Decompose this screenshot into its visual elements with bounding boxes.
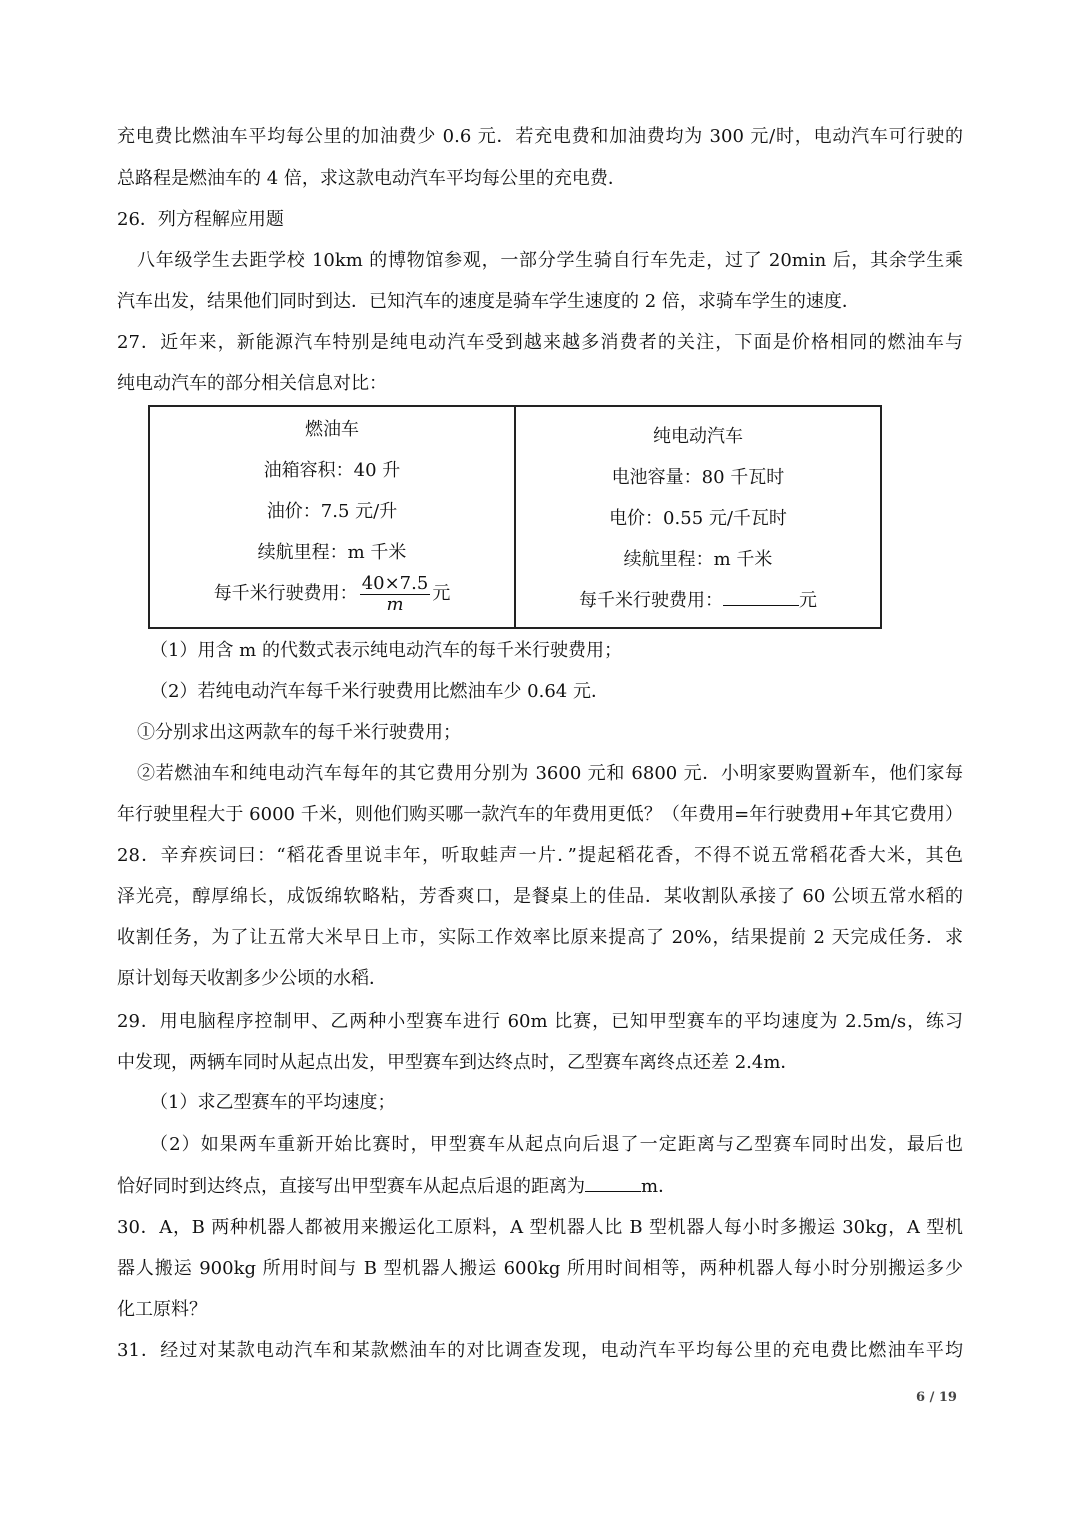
answer-blank xyxy=(585,1175,641,1192)
text-line: （2）若纯电动汽车每千米行驶费用比燃油车少 0.64 元． xyxy=(150,681,609,702)
text-line: 八年级学生去距学校 10km 的博物馆参观，一部分学生骑自行车先走，过了 20min 后，其余学生乘 xyxy=(137,250,963,271)
text-line: ②若燃油车和纯电动汽车每年的其它费用分别为 3600 元和 6800 元．小明家要购置新车，他们家每 xyxy=(137,763,963,784)
text-line: 器人搬运 900kg 所用时间与 B 型机器人搬运 600kg 所用时间相等，两种机器人每小时分别搬运多少 xyxy=(117,1258,963,1279)
electric-car-row: 续航里程：m 千米 xyxy=(623,549,773,570)
text-line: 中发现，两辆车同时从起点出发，甲型赛车到达终点时，乙型赛车离终点还差 2.4m． xyxy=(117,1052,799,1073)
electric-car-title: 纯电动汽车 xyxy=(653,426,743,447)
text-line: 纯电动汽车的部分相关信息对比： xyxy=(117,373,387,394)
fuel-car-title: 燃油车 xyxy=(305,419,359,440)
cost-label: 每千米行驶费用： xyxy=(579,590,723,611)
question-27-heading: 27．近年来，新能源汽车特别是纯电动汽车受到越来越多消费者的关注，下面是价格相同的燃油车与 xyxy=(117,332,963,353)
cost-unit: 元 xyxy=(432,583,451,604)
question-30-heading: 30．A，B 两种机器人都被用来搬运化工原料，A 型机器人比 B 型机器人每小时多搬运 30kg，A 型机 xyxy=(117,1217,963,1238)
electric-car-cell xyxy=(515,406,881,628)
text-line: 充电费比燃油车平均每公里的加油费少 0.6 元．若充电费和加油费均为 300 元/时，电动汽车可行驶的 xyxy=(117,126,963,147)
text-line: 化工原料？ xyxy=(117,1299,207,1320)
electric-car-row: 电池容量：80 千瓦时 xyxy=(611,467,785,488)
fraction-denominator: m xyxy=(386,593,404,615)
question-28-heading: 28．辛弃疾词曰：“稻花香里说丰年，听取蛙声一片．”提起稻花香，不得不说五常稻花香大米，其色 xyxy=(117,845,963,866)
fuel-car-row: 续航里程：m 千米 xyxy=(257,542,407,563)
text-line: （1）求乙型赛车的平均速度； xyxy=(150,1092,396,1113)
question-29-heading: 29．用电脑程序控制甲、乙两种小型赛车进行 60m 比赛，已知甲型赛车的平均速度为 2.5m/s，练习 xyxy=(117,1011,963,1032)
text-line: （2）如果两车重新开始比赛时，甲型赛车从起点向后退了一定距离与乙型赛车同时出发，最后也 xyxy=(150,1134,963,1155)
fuel-car-row: 油价：7.5 元/升 xyxy=(266,501,398,522)
text-line: 原计划每天收割多少公顷的水稻． xyxy=(117,968,387,989)
line-text: m． xyxy=(641,1176,677,1197)
text-line: ①分别求出这两款车的每千米行驶费用； xyxy=(137,722,461,743)
text-line: （1）用含 m 的代数式表示纯电动汽车的每千米行驶费用； xyxy=(150,640,622,661)
cost-fraction xyxy=(360,574,431,615)
question-26-heading: 26．列方程解应用题 xyxy=(117,209,284,230)
cost-label: 每千米行驶费用： xyxy=(213,583,358,604)
text-line xyxy=(117,1175,963,1199)
page-number: 6 / 19 xyxy=(916,1390,957,1405)
text-line: 年行驶里程大于 6000 千米，则他们购买哪一款汽车的年费用更低？（年费用=年行驶费用+年其它费用） xyxy=(117,804,963,825)
electric-car-cost xyxy=(579,580,817,621)
answer-blank xyxy=(723,587,799,606)
line-text: 恰好同时到达终点，直接写出甲型赛车从起点后退的距离为 xyxy=(117,1176,585,1197)
cost-unit: 元 xyxy=(799,590,817,611)
fuel-car-cost xyxy=(214,573,451,614)
fraction-numerator: 40×7.5 xyxy=(361,572,429,594)
comparison-table xyxy=(148,405,882,629)
text-line: 泽光亮，醇厚绵长，成饭绵软略粘，芳香爽口，是餐桌上的佳品．某收割队承接了 60 公顷五常水稻的 xyxy=(117,886,963,907)
electric-car-row: 电价：0.55 元/千瓦时 xyxy=(609,508,787,529)
text-line: 汽车出发，结果他们同时到达．已知汽车的速度是骑车学生速度的 2 倍，求骑车学生的速度． xyxy=(117,291,860,312)
question-31-heading: 31．经过对某款电动汽车和某款燃油车的对比调查发现，电动汽车平均每公里的充电费比燃油车平均 xyxy=(117,1340,963,1361)
fuel-car-row: 油箱容积：40 升 xyxy=(263,460,401,481)
text-line: 收割任务，为了让五常大米早日上市，实际工作效率比原来提高了 20%，结果提前 2 天完成任务．求 xyxy=(117,927,963,948)
text-line: 总路程是燃油车的 4 倍，求这款电动汽车平均每公里的充电费． xyxy=(117,168,626,189)
fuel-car-cell xyxy=(149,406,515,628)
